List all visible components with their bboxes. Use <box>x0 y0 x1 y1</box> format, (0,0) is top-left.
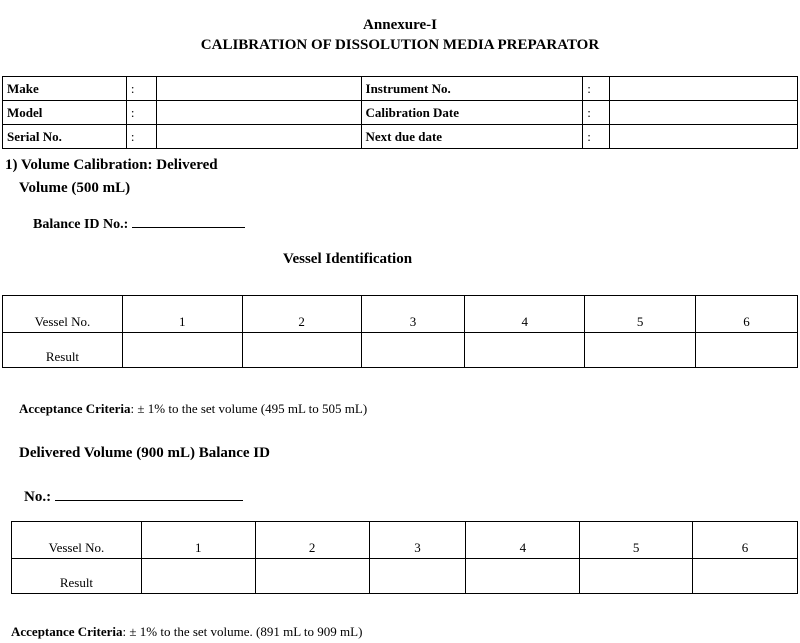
next-due-date-label: Next due date <box>361 125 583 149</box>
balance-id-blank-1[interactable] <box>132 213 245 228</box>
colon: : <box>583 125 610 149</box>
result-cell[interactable] <box>122 333 242 368</box>
result-label: Result <box>12 559 142 594</box>
result-cell[interactable] <box>693 559 798 594</box>
acceptance-criteria-2 <box>11 624 362 640</box>
vessel-table-900ml <box>11 521 798 594</box>
calibration-date-value-cell[interactable] <box>610 101 798 125</box>
instrument-no-label: Instrument No. <box>361 77 583 101</box>
serial-no-label: Serial No. <box>3 125 127 149</box>
balance-id-label: Balance ID No.: <box>33 217 129 232</box>
result-cell[interactable] <box>361 333 465 368</box>
make-label: Make <box>3 77 127 101</box>
result-cell[interactable] <box>369 559 466 594</box>
vessel-number: 1 <box>122 296 242 333</box>
result-cell[interactable] <box>580 559 693 594</box>
table-row <box>3 296 798 333</box>
vessel-no-label: Vessel No. <box>3 296 123 333</box>
result-label: Result <box>3 333 123 368</box>
colon: : <box>583 101 610 125</box>
table-row <box>3 125 798 149</box>
acceptance-criteria-label: Acceptance Criteria <box>19 401 131 416</box>
next-due-date-value-cell[interactable] <box>610 125 798 149</box>
table-row <box>3 101 798 125</box>
vessel-number: 2 <box>242 296 361 333</box>
colon: : <box>126 77 156 101</box>
colon: : <box>583 77 610 101</box>
annexure-title: Annexure-I <box>363 17 437 33</box>
document-title: CALIBRATION OF DISSOLUTION MEDIA PREPARATOR <box>200 37 600 53</box>
vessel-number: 2 <box>255 522 369 559</box>
vessel-number: 4 <box>465 296 585 333</box>
colon: : <box>126 125 156 149</box>
vessel-number: 6 <box>696 296 798 333</box>
result-cell[interactable] <box>466 559 580 594</box>
make-value-cell[interactable] <box>156 77 361 101</box>
colon: : <box>126 101 156 125</box>
balance-id-field-2 <box>24 486 243 506</box>
balance-id-blank-2[interactable] <box>55 486 243 501</box>
serial-no-value-cell[interactable] <box>156 125 361 149</box>
table-row <box>12 522 798 559</box>
result-cell[interactable] <box>465 333 585 368</box>
model-value-cell[interactable] <box>156 101 361 125</box>
result-cell[interactable] <box>242 333 361 368</box>
vessel-number: 1 <box>141 522 255 559</box>
vessel-number: 3 <box>369 522 466 559</box>
vessel-number: 5 <box>580 522 693 559</box>
section1-heading-line1: 1) Volume Calibration: Delivered <box>5 157 218 173</box>
vessel-number: 3 <box>361 296 465 333</box>
result-cell[interactable] <box>696 333 798 368</box>
acceptance-criteria-text: : ± 1% to the set volume (495 mL to 505 mL) <box>130 401 368 416</box>
vessel-number: 5 <box>585 296 696 333</box>
section2-heading: Delivered Volume (900 mL) Balance ID <box>19 445 270 461</box>
table-row <box>3 333 798 368</box>
result-cell[interactable] <box>585 333 696 368</box>
instrument-info-table <box>2 76 798 149</box>
acceptance-criteria-label: Acceptance Criteria <box>11 624 123 639</box>
model-label: Model <box>3 101 127 125</box>
vessel-identification-heading: Vessel Identification <box>283 251 413 267</box>
vessel-no-label: Vessel No. <box>12 522 142 559</box>
instrument-no-value-cell[interactable] <box>610 77 798 101</box>
table-row <box>12 559 798 594</box>
calibration-date-label: Calibration Date <box>361 101 583 125</box>
acceptance-criteria-1 <box>19 401 367 417</box>
acceptance-criteria-text: : ± 1% to the set volume. (891 mL to 909 mL) <box>122 624 363 639</box>
result-cell[interactable] <box>255 559 369 594</box>
section1-heading-line2: Volume (500 mL) <box>19 180 131 196</box>
vessel-number: 6 <box>693 522 798 559</box>
vessel-table-500ml <box>2 295 798 368</box>
result-cell[interactable] <box>141 559 255 594</box>
vessel-number: 4 <box>466 522 580 559</box>
balance-id-field-1 <box>33 213 245 233</box>
balance-id-no-label: No.: <box>24 489 52 505</box>
table-row <box>3 77 798 101</box>
